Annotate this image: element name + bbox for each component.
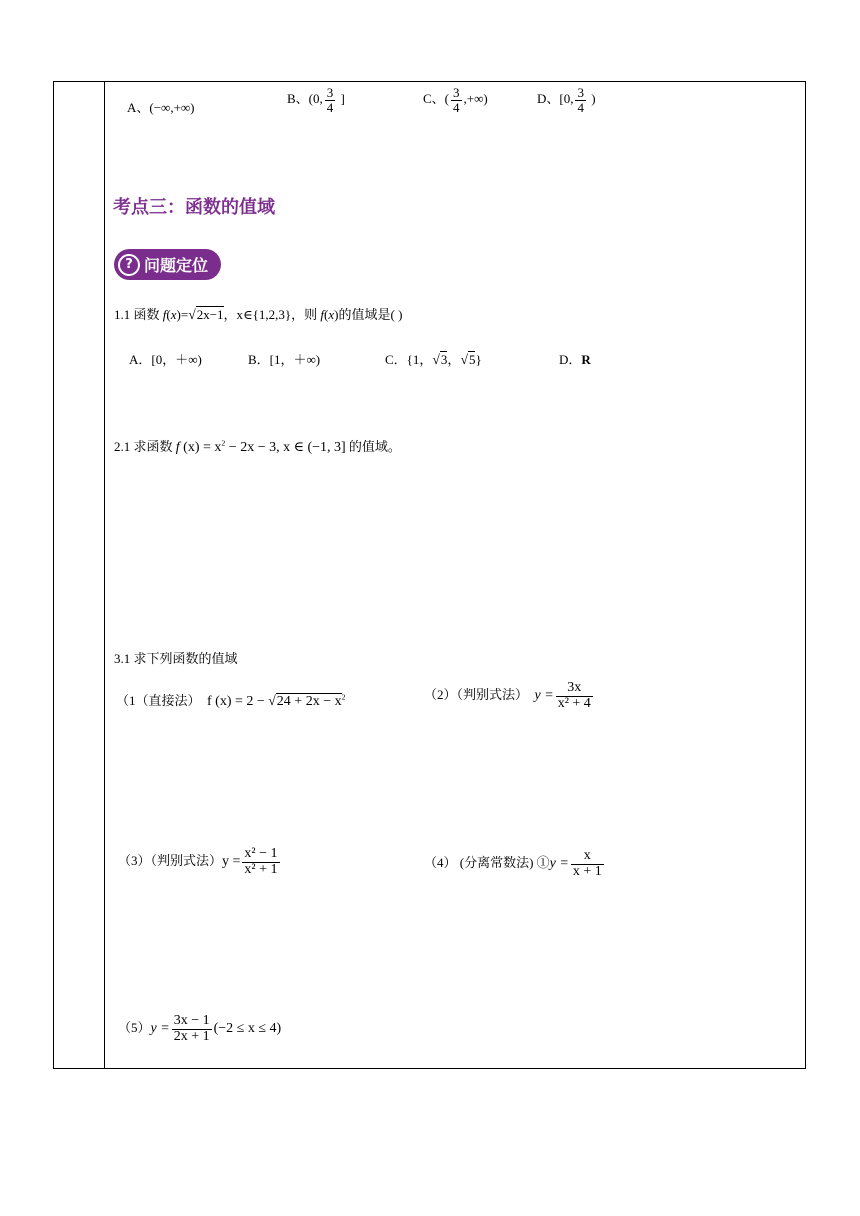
question-3-1-title: 3.1 求下列函数的值域 — [114, 651, 238, 666]
option-d: D、[0, $\frac{3}{4}$ ) — [537, 85, 596, 115]
part-5: （5）y = $\frac{3x - 1}{2x + 1}$ (−2 ≤ x ≤ 4) — [118, 1013, 282, 1044]
option-a: A、(−∞,+∞) — [127, 100, 195, 115]
q1-option-d: D．R — [559, 352, 591, 367]
question-icon: ? — [118, 254, 140, 276]
problem-locate-badge — [114, 249, 221, 280]
table-column-divider — [104, 82, 105, 1068]
badge-label: 问题定位 — [144, 256, 209, 275]
q1-option-c: C．{1，√3，√5} — [385, 352, 482, 367]
question-1-1: 1.1 函数 f(x)=√2x−1，x∈{1,2,3}，则 f(x)的值域是( ) — [114, 307, 403, 322]
part-1: （1（直接法） f $(x) = 2 - √24 + 2x - x^2$ — [116, 692, 346, 709]
q1-option-b: B．[1，＋∞) — [248, 352, 321, 367]
question-2-1: 2.1 求函数 f $(x) = x^2 - 2x - 3$, x ∈ (−1, 3] 的值域。 — [114, 438, 401, 455]
content-table — [53, 81, 806, 1069]
part-3: （3）（判别式法）y = $\frac{\text{x² − 1}}{\text{x² + 1}}$ — [118, 846, 278, 877]
part-2: （2）（判别式法） y = $\frac{3x}{\text{x² + 4}}$ — [424, 680, 591, 711]
option-b: B、(0, $\frac{3}{4}$ ] — [287, 85, 345, 115]
part-4: （4） (分离常数法) ①y = $\frac{x}{x + 1}$ — [424, 848, 602, 879]
option-c: C、( $\frac{3}{4}$ ,+∞) — [423, 85, 488, 115]
section-heading: 考点三：函数的值域 — [113, 197, 275, 218]
q1-option-a: A．[0，＋∞) — [129, 352, 202, 367]
